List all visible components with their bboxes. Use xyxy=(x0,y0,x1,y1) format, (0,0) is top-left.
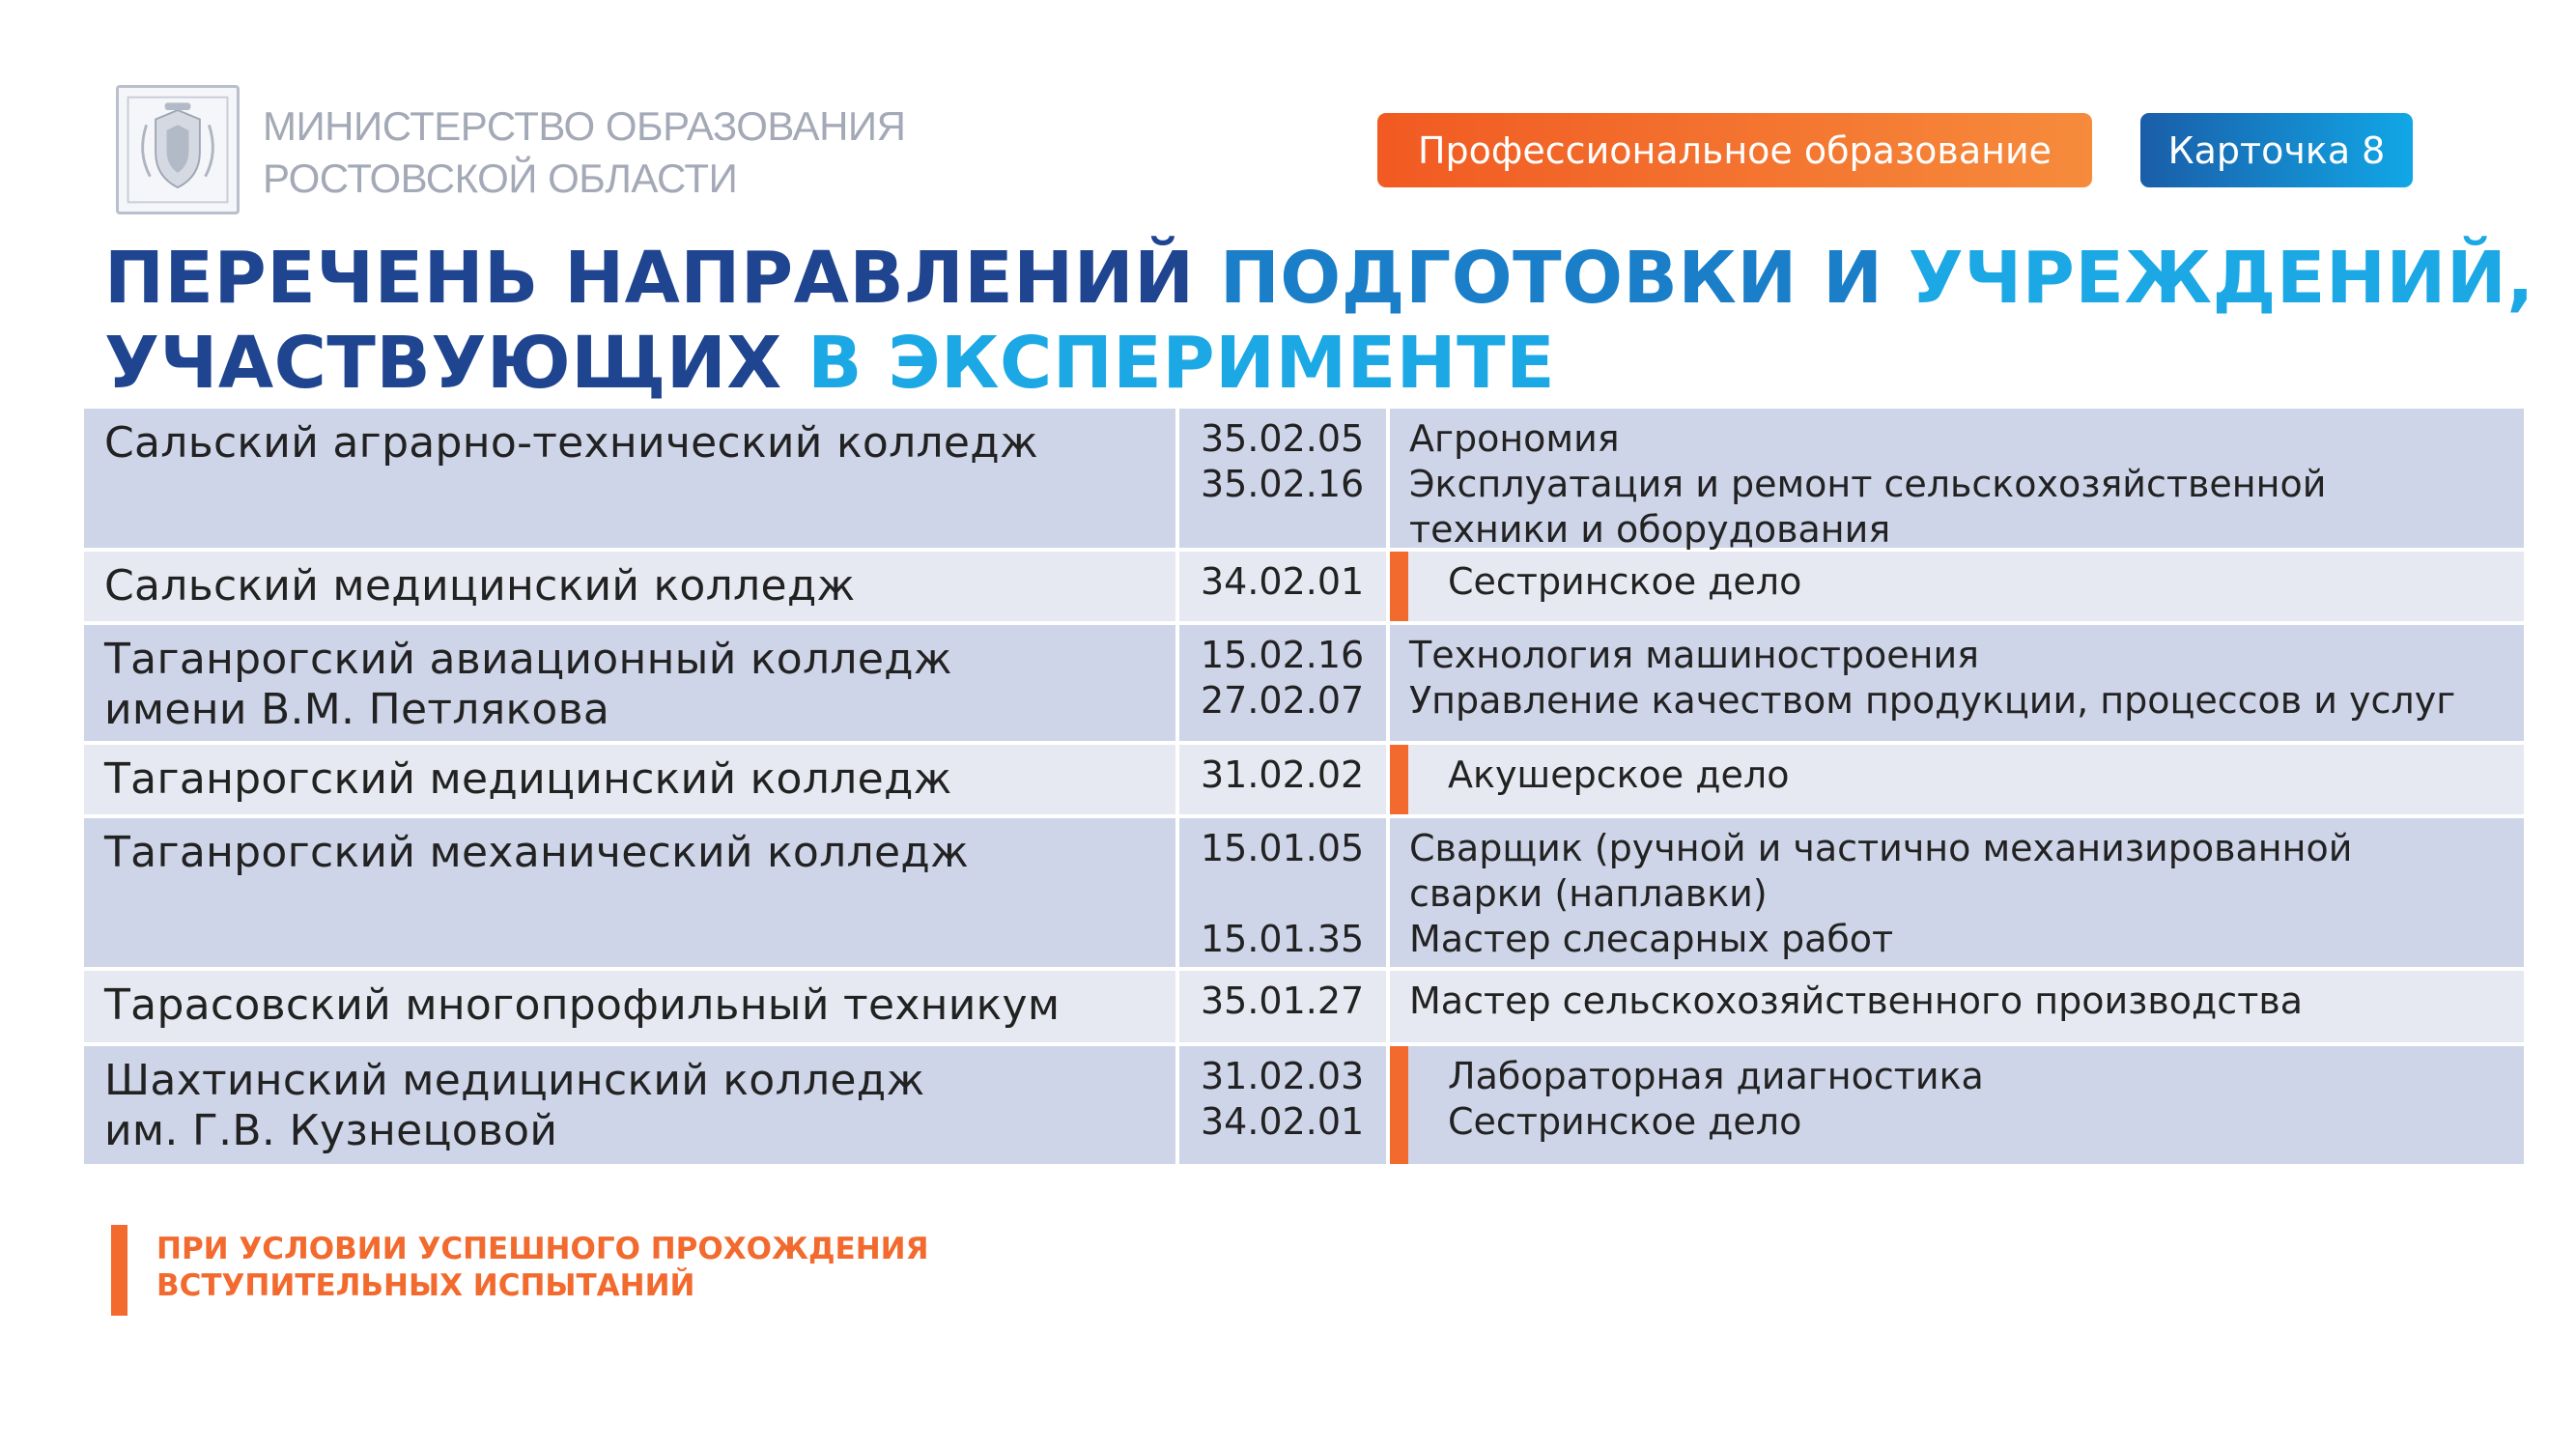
coat-of-arms-icon xyxy=(116,85,240,214)
institution-name: Таганрогский авиационный колледж xyxy=(104,635,952,684)
program-code: 31.02.03 xyxy=(1201,1055,1365,1097)
institution-cell xyxy=(84,818,1179,967)
program-code xyxy=(1201,871,1386,917)
institution-cell xyxy=(84,625,1179,741)
program-cell xyxy=(1390,818,2524,967)
institution-name: Шахтинский медицинский колледж xyxy=(104,1056,925,1105)
program-cell xyxy=(1390,409,2524,551)
institution-cell xyxy=(84,552,1179,621)
program-name: Технология машиностроения xyxy=(1409,634,1980,676)
program-code: 15.01.05 xyxy=(1201,827,1365,869)
institution-name: Сальский аграрно-технический колледж xyxy=(104,418,1038,468)
program-code: 35.02.16 xyxy=(1201,463,1365,505)
title-part: УЧАСТВУЮЩИХ xyxy=(104,322,808,405)
program-code: 34.02.01 xyxy=(1201,560,1365,603)
institution-cell xyxy=(84,409,1179,548)
program-name: Эксплуатация и ремонт сельскохозяйственной xyxy=(1409,463,2327,505)
program-code: 15.01.35 xyxy=(1201,918,1365,960)
program-cell xyxy=(1390,745,2524,814)
program-name: Лабораторная диагностика xyxy=(1448,1055,1984,1097)
program-cell xyxy=(1390,625,2524,741)
program-name: Сестринское дело xyxy=(1448,1100,1802,1143)
footnote-line2: ВСТУПИТЕЛЬНЫХ ИСПЫТАНИЙ xyxy=(156,1268,695,1303)
ministry-name xyxy=(263,100,905,205)
code-cell xyxy=(1179,1046,1390,1164)
program-code: 27.02.07 xyxy=(1201,679,1365,722)
code-cell xyxy=(1179,552,1390,621)
title-part: В ЭКСПЕРИМЕНТЕ xyxy=(807,322,1556,405)
program-name: Акушерское дело xyxy=(1448,753,1790,796)
ministry-name-line1: МИНИСТЕРСТВО ОБРАЗОВАНИЯ xyxy=(263,103,906,149)
institution-cell xyxy=(84,971,1179,1042)
institution-name: Таганрогский медицинский колледж xyxy=(104,754,952,804)
table-row xyxy=(84,745,2524,814)
program-cell xyxy=(1390,552,2524,621)
institution-name: Таганрогский механический колледж xyxy=(104,828,970,877)
program-name: Мастер слесарных работ xyxy=(1409,918,1894,960)
ministry-name-line2: РОСТОВСКОЙ ОБЛАСТИ xyxy=(263,156,738,201)
table-row xyxy=(84,409,2524,551)
footnote xyxy=(156,1231,929,1304)
page-title xyxy=(104,236,2534,406)
institution-name: имени В.М. Петлякова xyxy=(104,685,610,734)
institution-name: им. Г.В. Кузнецовой xyxy=(104,1106,558,1155)
table-row xyxy=(84,552,2524,621)
program-code: 35.02.05 xyxy=(1201,417,1365,460)
title-part: УЧРЕЖДЕНИЙ, xyxy=(1908,237,2534,320)
code-cell xyxy=(1179,818,1390,967)
category-badge: Профессиональное образование xyxy=(1377,113,2092,187)
program-code: 35.01.27 xyxy=(1201,980,1365,1022)
program-name: техники и оборудования xyxy=(1409,508,1891,551)
program-cell xyxy=(1390,971,2524,1042)
table-row xyxy=(84,971,2524,1042)
title-part: ПОДГОТОВКИ И xyxy=(1219,237,1909,320)
footnote-marker xyxy=(111,1225,127,1316)
institution-cell xyxy=(84,745,1179,814)
program-name: Мастер сельскохозяйственного производства xyxy=(1409,980,2304,1022)
program-cell xyxy=(1390,1046,2524,1164)
program-name: Управление качеством продукции, процессов и услуг xyxy=(1409,679,2456,722)
title-part: ПЕРЕЧЕНЬ НАПРАВЛЕНИЙ xyxy=(104,237,1220,320)
program-name: Сварщик (ручной и частично механизированной xyxy=(1409,827,2353,869)
code-cell xyxy=(1179,625,1390,741)
program-name: Агрономия xyxy=(1409,417,1620,460)
table-row xyxy=(84,1046,2524,1164)
code-cell xyxy=(1179,971,1390,1042)
code-cell xyxy=(1179,745,1390,814)
program-name: сварки (наплавки) xyxy=(1409,872,1768,915)
program-code: 31.02.02 xyxy=(1201,753,1365,796)
program-code: 15.02.16 xyxy=(1201,634,1365,676)
institution-name: Сальский медицинский колледж xyxy=(104,561,856,611)
footnote-line1: ПРИ УСЛОВИИ УСПЕШНОГО ПРОХОЖДЕНИЯ xyxy=(156,1232,929,1266)
institution-cell xyxy=(84,1046,1179,1164)
program-name: Сестринское дело xyxy=(1448,560,1802,603)
card-number-badge: Карточка 8 xyxy=(2140,113,2413,187)
table-row xyxy=(84,625,2524,741)
institution-name: Тарасовский многопрофильный техникум xyxy=(104,980,1061,1030)
program-code: 34.02.01 xyxy=(1201,1100,1365,1143)
programs-table xyxy=(84,409,2524,1168)
code-cell xyxy=(1179,409,1390,548)
table-row xyxy=(84,818,2524,967)
